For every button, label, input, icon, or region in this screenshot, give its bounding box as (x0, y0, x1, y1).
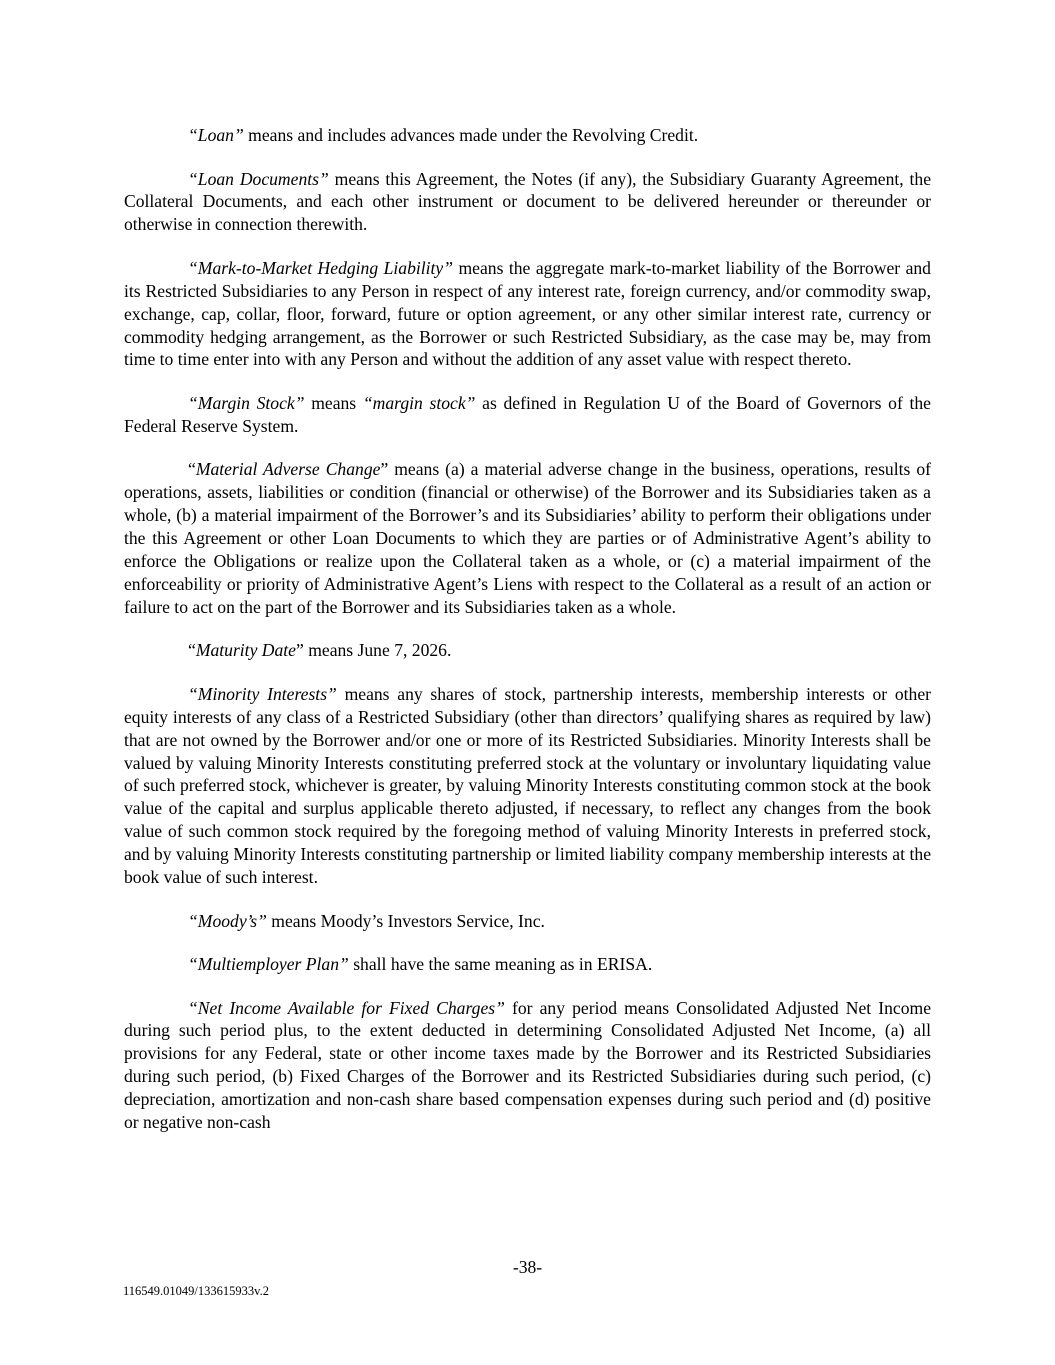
defined-term: Maturity Date (195, 640, 296, 661)
definition-text: means (a) a material adverse change in the business, operations, results of operations, assets, liabilities or condition (financial or otherwise) of the Borrower and its Subsidiaries taken as a whole, (b) a material impairment of the Borrower’s and its Subsidiaries’ ability to perform their obligations under the this Agreement or other Loan Documents to which they are parties or of Administrative Agent’s ability to enforce the Obligations or realize upon the Collateral taken as a whole, or (c) a material impairment of the enforceability or priority of Administrative Agent’s Liens with respect to the Collateral as a result of an action or failure to act on the part of the Borrower and its Subsidiaries taken as a whole. (124, 459, 931, 617)
definition-material-adverse-change: “Material Adverse Change” means (a) a material adverse change in the business, operations, results of operations, assets, liabilities or condition (financial or otherwise) of the Borrower and its Subsidiaries taken as a whole, (b) a material impairment of the Borrower’s and its Subsidiaries’ ability to perform their obligations under the this Agreement or other Loan Documents to which they are parties or of Administrative Agent’s ability to enforce the Obligations or realize upon the Collateral taken as a whole, or (c) a material impairment of the enforceability or priority of Administrative Agent’s Liens with respect to the Collateral as a result of an action or failure to act on the part of the Borrower and its Subsidiaries taken as a whole. (124, 459, 931, 617)
defined-term: “Mark-to-Market Hedging Liability” (188, 257, 454, 278)
defined-term: Material Adverse Change (195, 459, 381, 480)
definition-multiemployer-plan (124, 953, 931, 976)
definition-text: for any period means Consolidated Adjusted Net Income during such period plus, to the extent deducted in determining Consolidated Adjusted Net Income, (a) all provisions for any Federal, state or other income taxes made by the Borrower and its Restricted Subsidiaries during such period, (b) Fixed Charges of the Borrower and its Restricted Subsidiaries during such period, (c) depreciation, amortization and non-cash share based compensation expenses during such period and (d) positive or negative non-cash (124, 997, 932, 1133)
definition-loan (124, 124, 931, 147)
definition-text: means Moody’s Investors Service, Inc. (266, 910, 545, 931)
defined-term: “Loan” (188, 125, 244, 145)
definition-mark-to-market-hedging-liability (124, 257, 931, 372)
definition-text: means the aggregate mark-to-market liability of the Borrower and its Restricted Subsidiaries to any Person in respect of any interest rate, foreign currency, and/or commodity swap, exchange, cap, collar, floor, forward, future or option agreement, or any other similar interest rate, currency or commodity hedging arrangement, as the Borrower or such Restricted Subsidiary, as the case may be, may from time to time enter into with any Person and without the addition of any asset value with respect thereto. (124, 257, 931, 370)
defined-term: “Multiemployer Plan” (188, 954, 349, 975)
defined-term: “Loan Documents” (188, 168, 329, 189)
document-id: 116549.01049/133615933v.2 (123, 1284, 269, 1298)
definition-text: shall have the same meaning as in ERISA. (348, 954, 653, 975)
defined-term: “Moody’s” (188, 910, 267, 931)
document-body (124, 124, 931, 1134)
defined-term: “Minority Interests” (188, 683, 337, 704)
defined-term: “Margin Stock” (188, 392, 305, 413)
definition-text: means any shares of stock, partnership interests, membership interests or other equity interests of any class of a Restricted Subsidiary (other than directors’ qualifying shares as required by law) that are not owned by the Borrower and/or one or more of its Restricted Subsidiaries. Minority Interests shall be valued by valuing Minority Interests constituting preferred stock at the voluntary or involuntary liquidating value of such preferred stock, whichever is greater, by valuing Minority Interests constituting common stock at the book value of the capital and surplus applicable thereto adjusted, if necessary, to reflect any changes from the book value of such common stock required by the foregoing method of valuing Minority Interests in preferred stock, and by valuing Minority Interests constituting partnership or limited liability company membership interests at the book value of such interest. (124, 683, 932, 888)
definition-maturity-date: “Maturity Date” means June 7, 2026. (188, 640, 452, 661)
definition-text: means this Agreement, the Notes (if any), the Subsidiary Guaranty Agreement, the Collateral Documents, and each other instrument or document to be delivered hereunder or thereunder or otherwise in connection therewith. (124, 168, 931, 235)
definition-net-income-available-for-fixed-charges (124, 997, 931, 1134)
definition-text: means June 7, 2026. (303, 640, 452, 661)
referenced-term: “margin stock” (362, 392, 476, 413)
definition-minority-interests (124, 683, 931, 889)
page-number: -38- (512, 1257, 543, 1277)
definition-text: as defined in Regulation U of the Board of Governors of the Federal Reserve System. (124, 392, 931, 436)
defined-term: “Net Income Available for Fixed Charges” (188, 997, 505, 1018)
definition-text: means and includes advances made under the Revolving Credit. (243, 125, 699, 145)
definition-moodys (124, 910, 931, 933)
definition-loan-documents (124, 168, 931, 237)
definition-margin-stock: “Margin Stock” means “margin stock” as defined in Regulation U of the Board of Governors of the Federal Reserve System. (124, 392, 931, 436)
